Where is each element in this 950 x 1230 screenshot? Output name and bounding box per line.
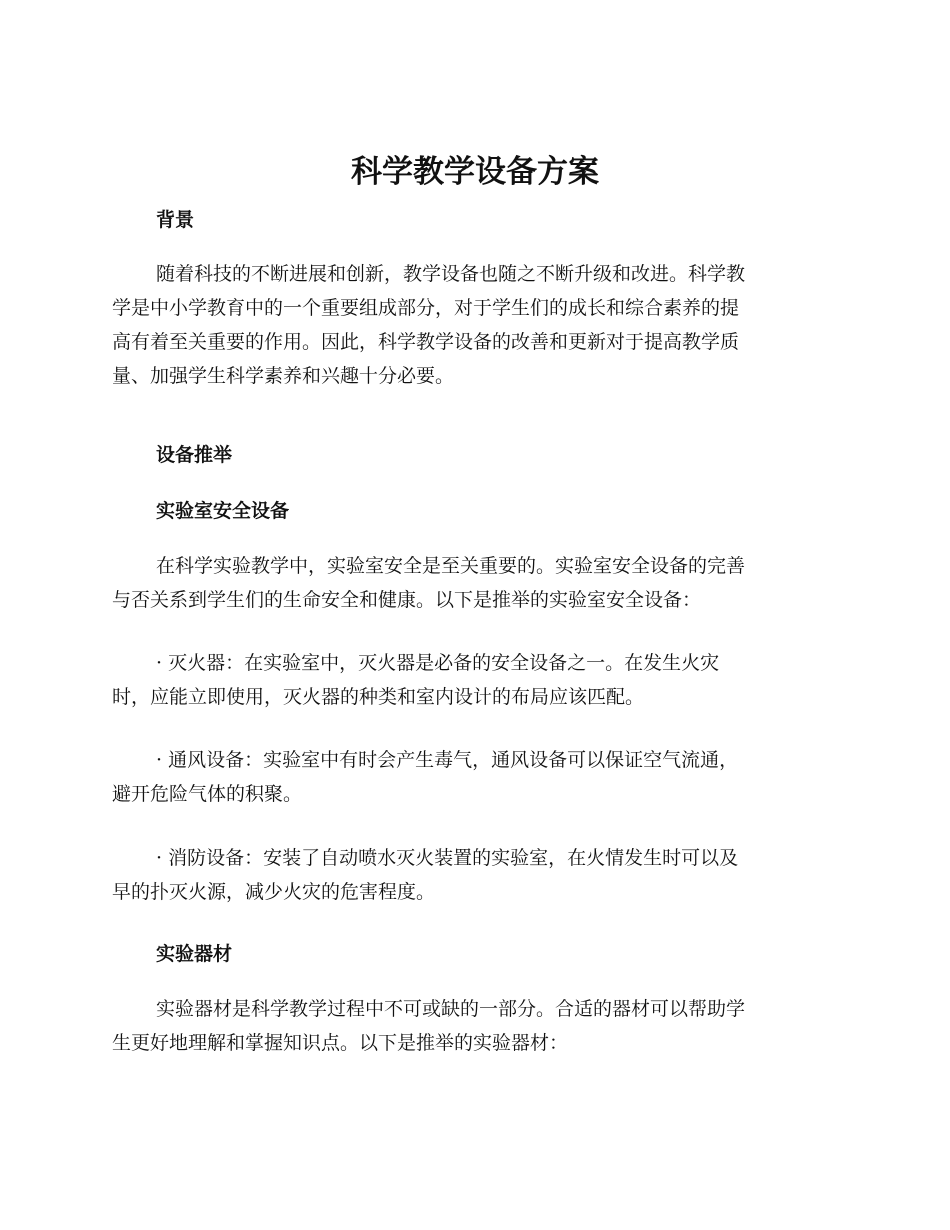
paragraph-line: 量、加强学生科学素养和兴趣十分必要。 bbox=[112, 365, 455, 387]
paragraph-line: 学是中小学教育中的一个重要组成部分，对于学生们的成长和综合素养的提 bbox=[112, 297, 740, 319]
bullet-ventilation bbox=[112, 743, 832, 811]
paragraph-line: 随着科技的不断进展和创新，教学设备也随之不断升级和改进。科学教 bbox=[156, 263, 746, 285]
bullet-line: · 灭火器：在实验室中，灭火器是必备的安全设备之一。在发生火灾 bbox=[156, 652, 720, 674]
heading-lab-equipment: 实验器材 bbox=[156, 943, 233, 965]
document-title: 科学教学设备方案 bbox=[351, 154, 599, 190]
paragraph-line: 生更好地理解和掌握知识点。以下是推举的实验器材： bbox=[112, 1032, 569, 1054]
bullet-line: 避开危险气体的积聚。 bbox=[112, 783, 303, 805]
bullet-line: 早的扑灭火源，减少火灾的危害程度。 bbox=[112, 881, 436, 903]
bullet-fire-extinguisher bbox=[112, 646, 832, 714]
paragraph-lab-safety bbox=[112, 549, 832, 617]
heading-lab-safety: 实验室安全设备 bbox=[156, 500, 290, 522]
bullet-line: 时，应能立即使用，灭火器的种类和室内设计的布局应该匹配。 bbox=[112, 686, 645, 708]
paragraph-line: 与否关系到学生们的生命安全和健康。以下是推举的实验室安全设备： bbox=[112, 589, 702, 611]
bullet-line: · 消防设备：安装了自动喷水灭火装置的实验室，在火情发生时可以及 bbox=[156, 847, 739, 869]
paragraph-background bbox=[112, 257, 832, 393]
paragraph-line: 在科学实验教学中，实验室安全是至关重要的。实验室安全设备的完善 bbox=[156, 555, 746, 577]
heading-equipment-recommendation: 设备推举 bbox=[156, 444, 233, 466]
paragraph-line: 实验器材是科学教学过程中不可或缺的一部分。合适的器材可以帮助学 bbox=[156, 998, 746, 1020]
paragraph-line: 高有着至关重要的作用。因此，科学教学设备的改善和更新对于提高教学质 bbox=[112, 331, 740, 353]
bullet-line: · 通风设备：实验室中有时会产生毒气，通风设备可以保证空气流通， bbox=[156, 749, 739, 771]
paragraph-lab-equipment bbox=[112, 992, 832, 1060]
bullet-fire-protection bbox=[112, 841, 832, 909]
heading-background: 背景 bbox=[156, 209, 195, 231]
